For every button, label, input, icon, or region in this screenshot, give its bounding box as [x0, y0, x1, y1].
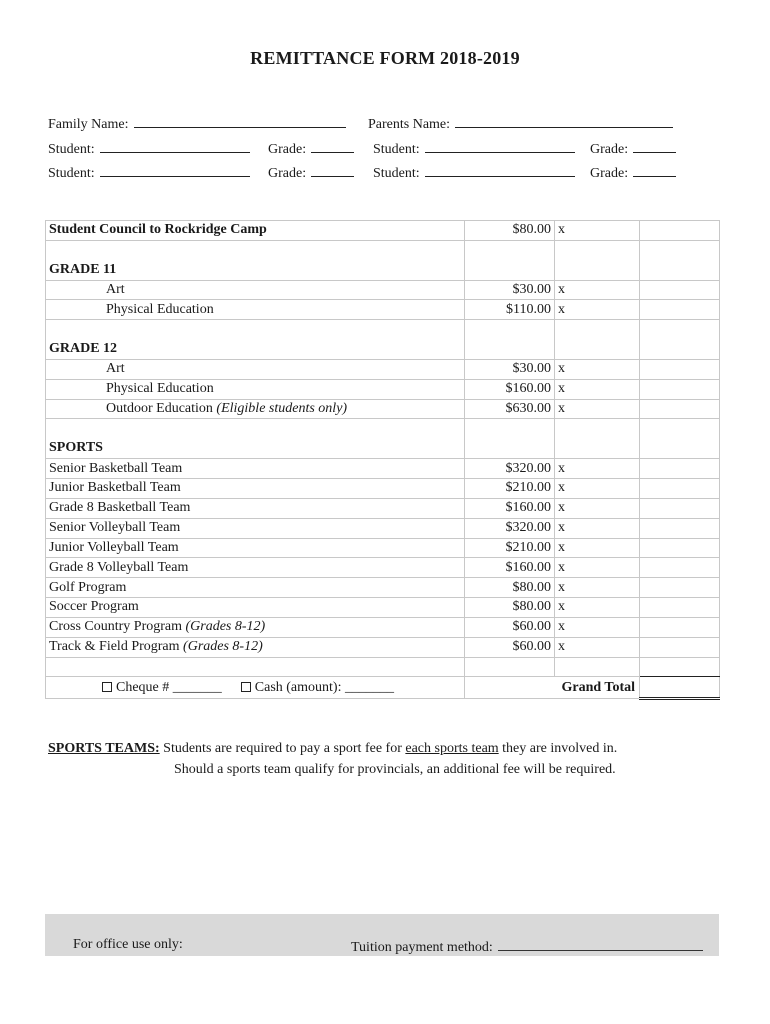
payment-options [46, 677, 465, 699]
student-2-row [373, 139, 575, 158]
table-row [46, 399, 720, 419]
g11-art-amount: $30.00 [465, 280, 555, 300]
student-4-field[interactable] [425, 163, 575, 177]
cash-checkbox[interactable] [241, 682, 251, 692]
sport-total-field[interactable] [640, 459, 720, 479]
g12-pe-amount: $160.00 [465, 379, 555, 399]
sport-total-field[interactable] [640, 578, 720, 598]
g12-outdoor-total-field[interactable] [640, 399, 720, 419]
g12-art-amount: $30.00 [465, 359, 555, 379]
cash-label: Cash (amount): _______ [254, 679, 394, 695]
sport-label: Track & Field Program [49, 639, 180, 655]
spacer-row [46, 419, 720, 439]
grade-4-row [590, 163, 676, 182]
grade12-heading: GRADE 12 [46, 340, 465, 360]
sport-mult: x [555, 558, 640, 578]
g12-pe-total-field[interactable] [640, 379, 720, 399]
g11-pe-label: Physical Education [46, 300, 465, 320]
sport-total-field[interactable] [640, 558, 720, 578]
student-1-row [48, 139, 250, 158]
sport-mult: x [555, 478, 640, 498]
note-line1-underlined: each sports team [405, 741, 499, 756]
sport-amount: $210.00 [465, 538, 555, 558]
sport-amount: $320.00 [465, 459, 555, 479]
office-use-box [45, 914, 719, 956]
sport-mult: x [555, 578, 640, 598]
tuition-method-row [351, 937, 703, 956]
sport-label: Soccer Program [46, 598, 465, 618]
table-row [46, 498, 720, 518]
table-row [46, 518, 720, 538]
sport-label: Junior Basketball Team [46, 478, 465, 498]
sport-label: Senior Basketball Team [46, 459, 465, 479]
spacer-row [46, 320, 720, 340]
g12-pe-mult: x [555, 379, 640, 399]
student-label: Student: [373, 142, 420, 157]
g11-pe-amount: $110.00 [465, 300, 555, 320]
student-3-field[interactable] [100, 163, 250, 177]
g12-outdoor-label: Outdoor Education [106, 401, 213, 417]
g12-art-mult: x [555, 359, 640, 379]
student-1-field[interactable] [100, 139, 250, 153]
sport-label: Junior Volleyball Team [46, 538, 465, 558]
grade-3-field[interactable] [311, 163, 354, 177]
table-row [46, 617, 720, 637]
note-line1-post: they are involved in. [502, 741, 618, 756]
g12-art-total-field[interactable] [640, 359, 720, 379]
tuition-method-label: Tuition payment method: [351, 940, 493, 955]
table-row [46, 459, 720, 479]
g11-pe-mult: x [555, 300, 640, 320]
family-name-row [48, 114, 346, 133]
parents-name-label: Parents Name: [368, 117, 451, 132]
cheque-checkbox[interactable] [102, 682, 112, 692]
sports-teams-note [48, 738, 617, 780]
student-label: Student: [373, 166, 420, 181]
grade-1-row [268, 139, 354, 158]
table-row [46, 578, 720, 598]
table-row [46, 379, 720, 399]
sport-amount: $320.00 [465, 518, 555, 538]
table-row [46, 359, 720, 379]
sport-mult: x [555, 637, 640, 657]
grand-total-field[interactable] [640, 677, 720, 699]
note-line-2: Should a sports team qualify for provincials, an additional fee will be required. [174, 762, 616, 777]
grade-4-field[interactable] [633, 163, 676, 177]
parents-name-field[interactable] [455, 114, 673, 128]
note-line1-pre: Students are required to pay a sport fee for [163, 741, 402, 756]
g11-art-total-field[interactable] [640, 280, 720, 300]
student-label: Student: [48, 166, 95, 181]
sport-label: Grade 8 Volleyball Team [46, 558, 465, 578]
grade-2-field[interactable] [633, 139, 676, 153]
camp-amount: $80.00 [465, 221, 555, 241]
grand-total-label: Grand Total [555, 677, 640, 699]
sport-total-field[interactable] [640, 637, 720, 657]
office-use-label: For office use only: [73, 937, 183, 952]
sport-amount: $60.00 [465, 637, 555, 657]
grade-1-field[interactable] [311, 139, 354, 153]
grade-label: Grade: [268, 166, 307, 181]
g12-outdoor-note: (Eligible students only) [216, 401, 348, 417]
sport-amount: $160.00 [465, 498, 555, 518]
sport-amount: $60.00 [465, 617, 555, 637]
table-row [46, 300, 720, 320]
note-line-1 [48, 738, 617, 759]
parents-name-row [368, 114, 673, 133]
section-heading-row [46, 260, 720, 280]
table-row [46, 538, 720, 558]
sport-total-field[interactable] [640, 478, 720, 498]
grade-label: Grade: [268, 142, 307, 157]
g12-outdoor-cell [46, 399, 465, 419]
table-row [46, 558, 720, 578]
grade-3-row [268, 163, 354, 182]
sports-heading: SPORTS [46, 439, 465, 459]
table-row [46, 598, 720, 618]
sport-label: Cross Country Program [49, 619, 182, 635]
sport-amount: $210.00 [465, 478, 555, 498]
sport-label: Golf Program [46, 578, 465, 598]
g12-outdoor-mult: x [555, 399, 640, 419]
sport-mult: x [555, 518, 640, 538]
g11-pe-total-field[interactable] [640, 300, 720, 320]
g12-pe-label: Physical Education [46, 379, 465, 399]
student-4-row [373, 163, 575, 182]
sport-total-field[interactable] [640, 598, 720, 618]
sport-cell [46, 617, 465, 637]
table-row [46, 280, 720, 300]
spacer-row [46, 657, 720, 677]
sport-mult: x [555, 598, 640, 618]
sport-amount: $80.00 [465, 598, 555, 618]
sport-label: Senior Volleyball Team [46, 518, 465, 538]
note-label: SPORTS TEAMS: [48, 741, 160, 756]
sport-amount: $80.00 [465, 578, 555, 598]
payment-row [46, 677, 720, 699]
cheque-label: Cheque # _______ [116, 679, 222, 695]
fee-table [45, 220, 720, 700]
sport-mult: x [555, 459, 640, 479]
sport-total-field[interactable] [640, 518, 720, 538]
g12-art-label: Art [46, 359, 465, 379]
sport-note: (Grades 8-12) [183, 639, 263, 655]
table-row [46, 221, 720, 241]
section-heading-row [46, 340, 720, 360]
grade11-heading: GRADE 11 [46, 260, 465, 280]
g11-art-label: Art [46, 280, 465, 300]
sport-total-field[interactable] [640, 538, 720, 558]
camp-mult: x [555, 221, 640, 241]
sport-mult: x [555, 538, 640, 558]
family-name-field[interactable] [134, 114, 346, 128]
grade-label: Grade: [590, 142, 629, 157]
family-name-label: Family Name: [48, 117, 129, 132]
tuition-method-field[interactable] [498, 937, 703, 951]
sport-label: Grade 8 Basketball Team [46, 498, 465, 518]
sport-cell [46, 637, 465, 657]
table-row [46, 637, 720, 657]
sport-total-field[interactable] [640, 498, 720, 518]
student-2-field[interactable] [425, 139, 575, 153]
table-row [46, 478, 720, 498]
sport-mult: x [555, 617, 640, 637]
g11-art-mult: x [555, 280, 640, 300]
form-title: REMITTANCE FORM 2018-2019 [250, 48, 520, 68]
grade-2-row [590, 139, 676, 158]
camp-total-field[interactable] [640, 221, 720, 241]
sport-note: (Grades 8-12) [185, 619, 266, 635]
section-heading-row [46, 439, 720, 459]
sport-total-field[interactable] [640, 617, 720, 637]
g12-outdoor-amount: $630.00 [465, 399, 555, 419]
camp-label: Student Council to Rockridge Camp [46, 221, 465, 241]
grade-label: Grade: [590, 166, 629, 181]
student-label: Student: [48, 142, 95, 157]
sport-amount: $160.00 [465, 558, 555, 578]
sport-mult: x [555, 498, 640, 518]
spacer-row [46, 240, 720, 260]
student-3-row [48, 163, 250, 182]
